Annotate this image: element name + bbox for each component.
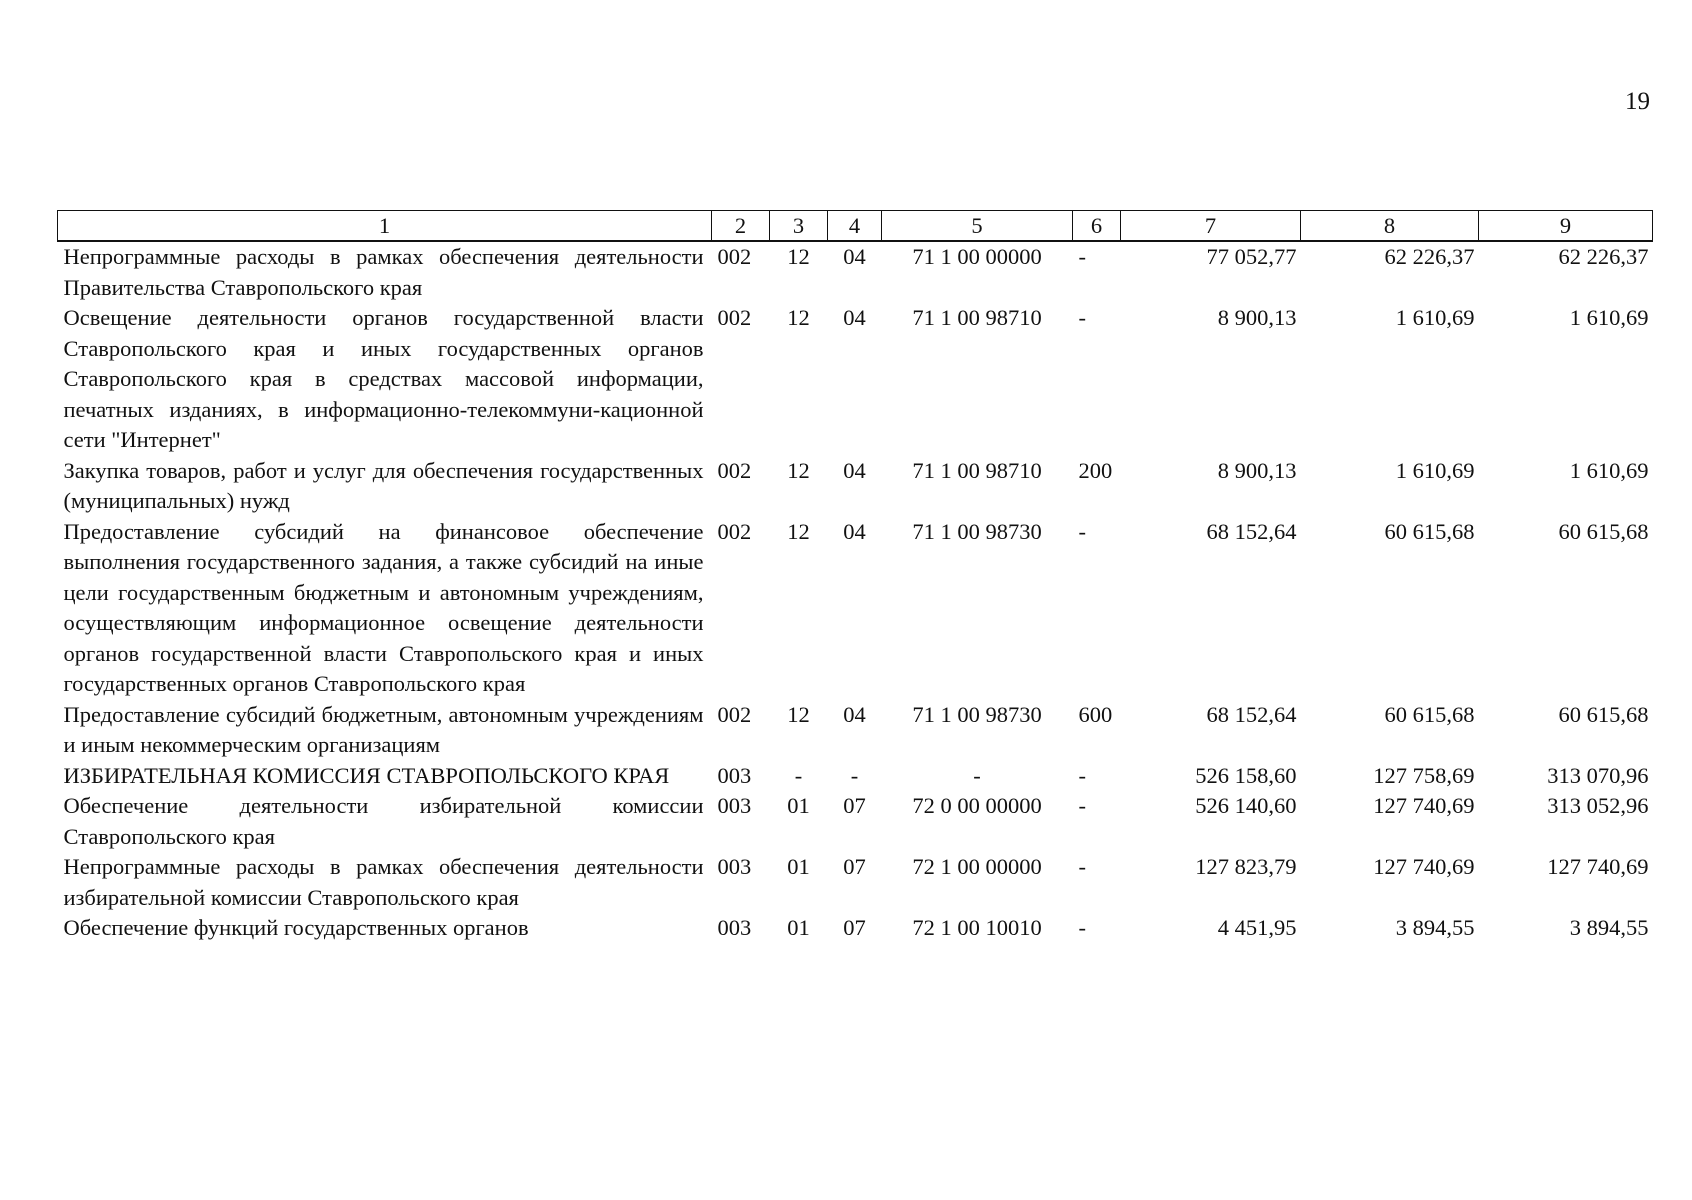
subsection-code: 04 bbox=[843, 457, 866, 483]
admin-code: 002 bbox=[717, 701, 752, 727]
amount-col-9: 313 070,96 bbox=[1547, 762, 1649, 788]
expense-name: Предоставление субсидий бюджетным, автономным учреждениям и иным некоммерческим организациям bbox=[63, 701, 704, 757]
expense-type-code: 200 bbox=[1078, 457, 1113, 483]
target-article-code: 72 1 00 10010 bbox=[912, 915, 1042, 940]
expense-type-code: - bbox=[1078, 762, 1086, 788]
amount-col-8: 62 226,37 bbox=[1384, 244, 1475, 269]
admin-code: 003 bbox=[717, 915, 752, 940]
budget-table bbox=[57, 210, 1653, 944]
section-code: 12 bbox=[787, 457, 810, 483]
admin-code: 003 bbox=[717, 854, 752, 879]
amount-col-8: 127 740,69 bbox=[1373, 854, 1475, 879]
amount-col-7: 8 900,13 bbox=[1217, 305, 1297, 330]
header-cell-1: 1 bbox=[58, 211, 712, 242]
expense-name: Непрограммные расходы в рамках обеспечения деятельности Правительства Ставропольского края bbox=[63, 244, 704, 300]
subsection-code: 04 bbox=[843, 244, 866, 269]
admin-code: 003 bbox=[717, 793, 752, 818]
subsection-code: - bbox=[850, 762, 859, 788]
section-code: 01 bbox=[787, 854, 810, 879]
subsection-code: 07 bbox=[843, 915, 866, 940]
target-article-code: 72 0 00 00000 bbox=[912, 793, 1042, 818]
header-cell-4: 4 bbox=[828, 211, 882, 242]
header-row bbox=[58, 211, 1653, 242]
amount-col-8: 1 610,69 bbox=[1395, 457, 1475, 483]
amount-col-7: 8 900,13 bbox=[1217, 457, 1297, 483]
admin-code: 003 bbox=[717, 762, 752, 788]
table-row bbox=[58, 241, 1653, 303]
amount-col-7: 4 451,95 bbox=[1217, 915, 1297, 940]
amount-col-8: 127 758,69 bbox=[1373, 762, 1475, 788]
target-article-code: - bbox=[973, 762, 981, 788]
expense-type-code: - bbox=[1078, 793, 1086, 818]
amount-col-8: 1 610,69 bbox=[1395, 305, 1475, 330]
amount-col-7: 68 152,64 bbox=[1206, 518, 1297, 544]
admin-code: 002 bbox=[717, 457, 752, 483]
amount-col-9: 60 615,68 bbox=[1558, 518, 1649, 544]
amount-col-7: 77 052,77 bbox=[1206, 244, 1297, 269]
amount-col-7: 526 158,60 bbox=[1195, 762, 1297, 788]
header-cell-5: 5 bbox=[882, 211, 1073, 242]
amount-col-8: 60 615,68 bbox=[1384, 518, 1475, 544]
header-cell-3: 3 bbox=[770, 211, 828, 242]
target-article-code: 71 1 00 98710 bbox=[912, 457, 1042, 483]
target-article-code: 72 1 00 00000 bbox=[912, 854, 1042, 879]
admin-code: 002 bbox=[717, 244, 752, 269]
expense-name: ИЗБИРАТЕЛЬНАЯ КОМИССИЯ СТАВРОПОЛЬСКОГО КРАЯ bbox=[63, 762, 670, 788]
subsection-code: 04 bbox=[843, 701, 866, 727]
amount-col-8: 60 615,68 bbox=[1384, 701, 1475, 727]
section-code: 12 bbox=[787, 305, 810, 330]
expense-type-code: - bbox=[1078, 244, 1086, 269]
subsection-code: 04 bbox=[843, 305, 866, 330]
amount-col-7: 526 140,60 bbox=[1195, 793, 1297, 818]
expense-type-code: - bbox=[1078, 854, 1086, 879]
expense-type-code: - bbox=[1078, 305, 1086, 330]
table-row bbox=[58, 700, 1653, 761]
amount-col-9: 60 615,68 bbox=[1558, 701, 1649, 727]
amount-col-7: 127 823,79 bbox=[1195, 854, 1297, 879]
subsection-code: 07 bbox=[843, 854, 866, 879]
section-code: 01 bbox=[787, 793, 810, 818]
expense-name: Предоставление субсидий на финансовое обеспечение выполнения государственного задания, а также субсидий на иные цели государственным бюджетным и автономным учреждениям, осуществляющим информационное освещение деятельности органов государственной власти Ставропольского края и иных государственных органов Ставропольского края bbox=[63, 518, 704, 696]
header-cell-7: 7 bbox=[1121, 211, 1301, 242]
amount-col-9: 313 052,96 bbox=[1547, 793, 1649, 818]
section-code: 12 bbox=[787, 244, 810, 269]
subsection-code: 04 bbox=[843, 518, 866, 544]
section-code: 01 bbox=[787, 915, 810, 940]
expense-name: Закупка товаров, работ и услуг для обеспечения государственных (муниципальных) нужд bbox=[63, 457, 704, 513]
header-cell-8: 8 bbox=[1301, 211, 1479, 242]
admin-code: 002 bbox=[717, 305, 752, 330]
amount-col-8: 3 894,55 bbox=[1395, 915, 1475, 940]
target-article-code: 71 1 00 98730 bbox=[912, 518, 1042, 544]
target-article-code: 71 1 00 98730 bbox=[912, 701, 1042, 727]
table-row bbox=[58, 761, 1653, 792]
table-row bbox=[58, 913, 1653, 944]
amount-col-9: 62 226,37 bbox=[1558, 244, 1649, 269]
expense-type-code: 600 bbox=[1078, 701, 1113, 727]
amount-col-7: 68 152,64 bbox=[1206, 701, 1297, 727]
section-code: - bbox=[794, 762, 803, 788]
expense-type-code: - bbox=[1078, 518, 1086, 544]
amount-col-9: 127 740,69 bbox=[1547, 854, 1649, 879]
page-number: 19 bbox=[1625, 88, 1650, 115]
target-article-code: 71 1 00 98710 bbox=[912, 305, 1042, 330]
expense-name: Освещение деятельности органов государственной власти Ставропольского края и иных государственных органов Ставропольского края в средствах массовой информации, печатных изданиях, в информационно-телекоммуни-кационной сети "Интернет" bbox=[63, 305, 704, 452]
table-row bbox=[58, 791, 1653, 852]
amount-col-9: 3 894,55 bbox=[1569, 915, 1649, 940]
expense-name: Непрограммные расходы в рамках обеспечения деятельности избирательной комиссии Ставропольского края bbox=[63, 854, 704, 910]
amount-col-9: 1 610,69 bbox=[1569, 305, 1649, 330]
table-body bbox=[58, 241, 1653, 944]
amount-col-9: 1 610,69 bbox=[1569, 457, 1649, 483]
section-code: 12 bbox=[787, 701, 810, 727]
amount-col-8: 127 740,69 bbox=[1373, 793, 1475, 818]
target-article-code: 71 1 00 00000 bbox=[912, 244, 1042, 269]
table-header bbox=[58, 211, 1653, 242]
table-row bbox=[58, 517, 1653, 700]
expense-name: Обеспечение деятельности избирательной комиссии Ставропольского края bbox=[63, 793, 704, 849]
header-cell-6: 6 bbox=[1073, 211, 1121, 242]
section-code: 12 bbox=[787, 518, 810, 544]
table-row bbox=[58, 456, 1653, 517]
expense-name: Обеспечение функций государственных органов bbox=[63, 915, 529, 940]
header-cell-2: 2 bbox=[712, 211, 770, 242]
table-row bbox=[58, 303, 1653, 456]
subsection-code: 07 bbox=[843, 793, 866, 818]
admin-code: 002 bbox=[717, 518, 752, 544]
header-cell-9: 9 bbox=[1479, 211, 1653, 242]
table-row bbox=[58, 852, 1653, 913]
expense-type-code: - bbox=[1078, 915, 1086, 940]
